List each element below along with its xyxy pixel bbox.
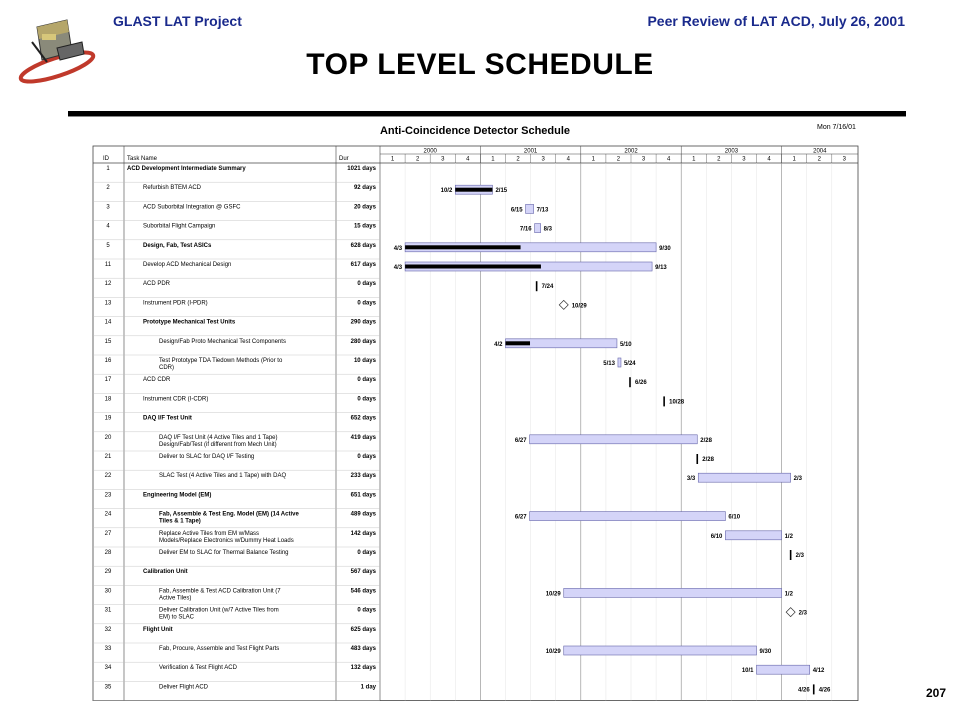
milestone-label: 4/26 <box>818 687 831 694</box>
task-name: EM) to SLAC <box>159 614 195 621</box>
task-duration: 1021 days <box>347 166 376 172</box>
quarter-label: 4 <box>566 156 570 163</box>
milestone-label: 2/3 <box>798 610 807 617</box>
task-bar <box>698 473 790 482</box>
task-id: 5 <box>106 242 110 249</box>
task-id: 13 <box>104 300 112 307</box>
task-name: Design/Fab/Test (if different from Mech Unit) <box>159 441 277 448</box>
milestone-marker <box>629 377 631 387</box>
task-end-label: 1/2 <box>784 533 793 540</box>
task-duration: 628 days <box>350 242 376 249</box>
quarter-label: 3 <box>441 156 445 163</box>
task-end-label: 7/13 <box>536 207 549 214</box>
task-end-label: 9/30 <box>659 245 671 252</box>
task-name: CDR) <box>159 365 174 371</box>
quarter-label: 3 <box>842 156 847 163</box>
task-start-label: 7/16 <box>519 226 532 233</box>
task-name: Suborbital Flight Campaign <box>143 223 216 230</box>
task-end-label: 5/10 <box>619 341 632 348</box>
task-name: Deliver to SLAC for DAQ I/F Testing <box>159 454 255 460</box>
column-header-dur: Dur <box>339 156 349 162</box>
task-end-label: 4/12 <box>812 668 825 675</box>
task-start-label: 10/29 <box>545 649 561 655</box>
task-id: 24 <box>104 511 112 518</box>
task-duration: 617 days <box>350 262 376 268</box>
milestone-left-label: 4/26 <box>798 687 810 694</box>
task-id: 35 <box>104 684 112 691</box>
task-bar <box>725 531 781 540</box>
task-duration: 489 days <box>350 511 376 518</box>
task-duration: 651 days <box>350 492 376 499</box>
task-start-label: 6/27 <box>514 437 527 444</box>
task-name: SLAC Test (4 Active Tiles and 1 Tape) with DAQ <box>159 473 287 480</box>
task-id: 4 <box>106 223 110 230</box>
task-id: 23 <box>104 492 112 499</box>
task-end-label: 8/3 <box>543 226 552 233</box>
task-name: DAQ I/F Test Unit (4 Active Tiles and 1 Tape) <box>159 434 278 441</box>
task-id: 28 <box>104 550 112 556</box>
quarter-label: 1 <box>491 156 495 163</box>
task-name: Deliver Flight ACD <box>159 684 209 691</box>
task-duration: 419 days <box>350 434 376 441</box>
task-name: Fab, Assemble & Test Eng. Model (EM) (14 Active <box>159 511 299 518</box>
task-id: 21 <box>104 454 112 460</box>
task-id: 11 <box>104 262 112 268</box>
task-duration: 625 days <box>350 626 376 633</box>
project-title: GLAST LAT Project <box>113 13 242 29</box>
quarter-label: 3 <box>742 156 746 163</box>
task-name: Calibration Unit <box>143 569 188 576</box>
quarter-label: 4 <box>466 156 470 163</box>
task-bar <box>530 435 698 444</box>
task-duration: 1 day <box>360 684 376 691</box>
task-end-label: 1/2 <box>784 591 793 598</box>
milestone-label: 2/3 <box>795 553 804 559</box>
task-progress <box>455 188 492 192</box>
task-id: 15 <box>104 338 112 345</box>
milestone-marker <box>536 281 538 291</box>
milestone-diamond <box>786 608 795 617</box>
task-id: 33 <box>104 646 112 652</box>
task-name: DAQ I/F Test Unit <box>143 415 192 422</box>
task-name: Active Tiles) <box>159 595 192 602</box>
task-id: 12 <box>104 281 112 288</box>
task-duration: 652 days <box>350 415 376 422</box>
task-name: Deliver Calibration Unit (w/7 Active Tiles from <box>159 607 279 614</box>
task-start-label: 6/27 <box>514 514 527 521</box>
task-start-label: 10/1 <box>741 668 754 675</box>
milestone-label: 10/28 <box>669 399 685 406</box>
quarter-label: 4 <box>666 156 671 163</box>
task-name: Engineering Model (EM) <box>143 492 212 499</box>
quarter-label: 1 <box>692 156 696 163</box>
task-id: 29 <box>104 569 112 576</box>
task-duration: 290 days <box>350 319 376 326</box>
task-id: 18 <box>104 396 112 403</box>
task-bar <box>618 358 621 367</box>
quarter-label: 2 <box>415 156 420 163</box>
task-progress <box>506 341 531 345</box>
task-name: Prototype Mechanical Test Units <box>143 319 236 326</box>
year-label: 2003 <box>724 148 739 155</box>
milestone-label: 7/24 <box>541 284 554 291</box>
task-name: Replace Active Tiles from EM w/Mass <box>159 530 260 537</box>
year-label: 2004 <box>813 148 827 155</box>
task-name: Fab, Assemble & Test ACD Calibration Unit (7 <box>159 588 281 595</box>
task-duration: 0 days <box>357 550 376 556</box>
quarter-label: 1 <box>390 156 395 163</box>
milestone-diamond <box>559 300 568 309</box>
task-bar <box>564 588 782 597</box>
quarter-label: 2 <box>817 156 821 163</box>
task-duration: 567 days <box>350 569 376 576</box>
task-progress <box>405 265 541 269</box>
task-id: 27 <box>104 530 112 537</box>
quarter-label: 3 <box>641 156 646 163</box>
task-duration: 0 days <box>357 607 376 614</box>
task-duration: 142 days <box>350 530 376 537</box>
task-duration: 92 days <box>353 185 376 192</box>
task-name: Develop ACD Mechanical Design <box>143 262 232 268</box>
year-label: 2002 <box>624 148 638 155</box>
task-id: 31 <box>104 607 112 614</box>
task-id: 32 <box>104 626 112 633</box>
page-number: 207 <box>925 686 946 700</box>
task-id: 20 <box>104 434 112 441</box>
task-bar <box>535 224 541 233</box>
task-bar <box>526 204 534 213</box>
task-end-label: 2/3 <box>793 476 802 483</box>
milestone-label: 6/26 <box>634 380 647 387</box>
quarter-label: 3 <box>541 156 545 163</box>
task-duration: 0 days <box>357 377 376 384</box>
task-end-label: 2/28 <box>700 437 712 444</box>
task-id: 3 <box>106 204 110 211</box>
schedule-date: Mon 7/16/01 <box>817 124 856 131</box>
task-id: 16 <box>104 358 112 364</box>
milestone-marker <box>663 396 665 406</box>
task-name: Design/Fab Proto Mechanical Test Components <box>159 338 286 345</box>
task-name: Fab, Procure, Assemble and Test Flight Parts <box>159 646 280 652</box>
task-start-label: 4/2 <box>494 341 503 348</box>
task-id: 30 <box>104 588 112 595</box>
task-duration: 15 days <box>353 223 376 230</box>
task-start-label: 5/13 <box>603 361 615 367</box>
task-id: 19 <box>104 415 112 422</box>
task-id: 34 <box>104 665 112 672</box>
quarter-label: 1 <box>591 156 596 163</box>
task-name: Deliver EM to SLAC for Thermal Balance Testing <box>159 550 289 556</box>
schedule-title: Anti-Coincidence Detector Schedule <box>379 125 571 137</box>
task-duration: 483 days <box>350 646 376 652</box>
task-start-label: 10/29 <box>545 591 561 598</box>
task-name: Design, Fab, Test ASICs <box>143 242 212 249</box>
task-name: Tiles & 1 Tape) <box>159 518 201 525</box>
task-start-label: 6/10 <box>710 533 723 540</box>
task-duration: 546 days <box>350 588 376 595</box>
year-label: 2000 <box>423 148 437 155</box>
task-name: Verification & Test Flight ACD <box>159 665 237 672</box>
task-name: ACD CDR <box>143 377 171 384</box>
year-label: 2001 <box>523 148 538 155</box>
task-start-label: 6/15 <box>510 207 523 214</box>
task-id: 22 <box>104 473 112 480</box>
task-bar <box>530 512 726 521</box>
task-name: Refurbish BTEM ACD <box>143 185 202 192</box>
task-name: Models/Replace Electronics w/Dummy Heat Loads <box>159 537 294 544</box>
milestone-label: 2/28 <box>702 457 714 463</box>
quarter-label: 2 <box>616 156 621 163</box>
task-name: Instrument PDR (I-PDR) <box>143 300 208 307</box>
task-progress <box>405 245 520 249</box>
milestone-marker <box>790 550 792 560</box>
task-duration: 0 days <box>357 281 376 288</box>
task-end-label: 9/30 <box>759 649 772 655</box>
task-duration: 233 days <box>350 473 376 480</box>
review-title: Peer Review of LAT ACD, July 26, 2001 <box>647 13 905 29</box>
quarter-label: 1 <box>792 156 796 163</box>
task-name: ACD Suborbital Integration @ GSFC <box>143 204 241 211</box>
task-end-label: 9/13 <box>655 265 667 271</box>
task-duration: 132 days <box>350 665 376 672</box>
column-header-id: ID <box>103 156 109 162</box>
page-title: TOP LEVEL SCHEDULE <box>306 48 654 81</box>
task-bar <box>564 646 757 655</box>
task-start-label: 4/3 <box>393 265 403 271</box>
milestone-marker <box>696 454 698 464</box>
task-start-label: 3/3 <box>686 476 696 483</box>
task-id: 17 <box>104 377 112 384</box>
task-name: ACD PDR <box>143 281 171 288</box>
milestone-label: 10/29 <box>571 303 587 310</box>
quarter-label: 2 <box>516 156 520 163</box>
task-start-label: 4/3 <box>393 245 403 252</box>
task-duration: 0 days <box>357 300 376 307</box>
quarter-label: 4 <box>767 156 771 163</box>
quarter-label: 2 <box>717 156 721 163</box>
task-duration: 20 days <box>353 204 376 211</box>
task-duration: 280 days <box>350 338 376 345</box>
task-end-label: 2/15 <box>495 188 508 195</box>
milestone-marker <box>813 684 815 694</box>
task-name: Test Prototype TDA Tiedown Methods (Prior to <box>159 358 283 364</box>
task-duration: 0 days <box>357 396 376 403</box>
task-bar <box>757 665 810 674</box>
task-id: 14 <box>104 319 112 326</box>
task-end-label: 6/10 <box>728 514 741 521</box>
task-start-label: 10/2 <box>440 188 453 195</box>
task-name: Flight Unit <box>143 626 173 633</box>
task-duration: 0 days <box>357 454 376 460</box>
task-id: 2 <box>106 185 110 192</box>
task-duration: 10 days <box>353 358 376 364</box>
column-header-task: Task Name <box>127 156 158 162</box>
task-name: Instrument CDR (I-CDR) <box>143 396 209 403</box>
task-id: 1 <box>106 166 110 172</box>
task-name: ACD Development Intermediate Summary <box>127 166 246 172</box>
task-end-label: 5/24 <box>623 361 636 367</box>
